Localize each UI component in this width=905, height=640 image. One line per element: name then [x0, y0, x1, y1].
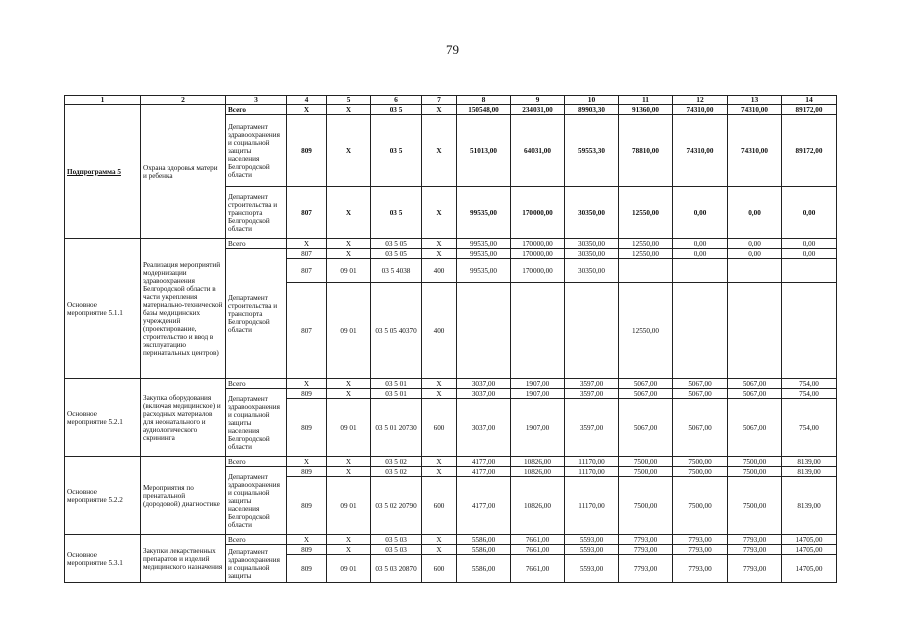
cell: 807	[287, 259, 327, 283]
cell: 12550,00	[619, 283, 673, 379]
header-cell: 13	[728, 96, 782, 105]
cell: 7793,00	[673, 535, 728, 545]
executor-cell: Департамент здравоохранения и социальной защиты населения Белгородской области	[226, 389, 287, 457]
cell: 03 5	[371, 115, 422, 187]
cell: 1907,00	[511, 399, 565, 457]
cell: 1907,00	[511, 389, 565, 399]
cell: 0,00	[673, 187, 728, 239]
cell: 3037,00	[457, 379, 511, 389]
cell: 754,00	[782, 389, 837, 399]
subprogram-title: Подпрограмма 5	[65, 105, 141, 239]
header-cell: 7	[422, 96, 457, 105]
measure-name: Закупка оборудования (включая медицинское) и расходных материалов для неонатального и аудиологического скрининга	[141, 379, 226, 457]
cell: 3037,00	[457, 399, 511, 457]
cell: 03 5 02	[371, 467, 422, 477]
cell: 7500,00	[619, 477, 673, 535]
header-cell: 9	[511, 96, 565, 105]
cell: 809	[287, 399, 327, 457]
cell: 03 5 02	[371, 457, 422, 467]
cell: 7500,00	[673, 467, 728, 477]
executor-cell: Департамент строительства и транспорта Белгородской области	[226, 187, 287, 239]
executor-cell: Департамент строительства и транспорта Белгородской области	[226, 249, 287, 379]
cell: 8139,00	[782, 457, 837, 467]
cell: 7500,00	[728, 477, 782, 535]
cell: 03 5 03	[371, 545, 422, 555]
cell: 03 5 01 20730	[371, 399, 422, 457]
cell: 64031,00	[511, 115, 565, 187]
table-row	[65, 535, 837, 545]
cell: 12550,00	[619, 239, 673, 249]
cell: 74310,00	[673, 115, 728, 187]
cell: 809	[287, 467, 327, 477]
cell	[782, 259, 837, 283]
cell: X	[287, 239, 327, 249]
cell: 170000,00	[511, 259, 565, 283]
cell: 03 5	[371, 187, 422, 239]
total-label: Всего	[226, 239, 287, 249]
cell: 03 5 02 20790	[371, 477, 422, 535]
cell: 809	[287, 389, 327, 399]
total-label: Всего	[226, 105, 287, 115]
cell	[511, 283, 565, 379]
header-cell: 4	[287, 96, 327, 105]
cell	[457, 283, 511, 379]
cell: 99535,00	[457, 187, 511, 239]
cell: 7500,00	[728, 457, 782, 467]
cell: X	[327, 545, 371, 555]
cell: 170000,00	[511, 187, 565, 239]
cell: 09 01	[327, 259, 371, 283]
cell: 3597,00	[565, 399, 619, 457]
total-label: Всего	[226, 379, 287, 389]
cell: 99535,00	[457, 259, 511, 283]
cell: 170000,00	[511, 239, 565, 249]
cell: 807	[287, 283, 327, 379]
cell: 7500,00	[673, 477, 728, 535]
cell	[673, 283, 728, 379]
cell: 0,00	[728, 187, 782, 239]
cell: 1907,00	[511, 379, 565, 389]
total-label: Всего	[226, 535, 287, 545]
table-row	[65, 379, 837, 389]
executor-cell: Департамент здравоохранения и социальной защиты населения Белгородской области	[226, 115, 287, 187]
cell: 14705,00	[782, 535, 837, 545]
table-row	[65, 239, 837, 249]
cell: 7793,00	[673, 555, 728, 583]
cell: X	[327, 535, 371, 545]
cell: 4177,00	[457, 477, 511, 535]
cell: 0,00	[728, 249, 782, 259]
cell: 74310,00	[673, 105, 728, 115]
measure-name: Закупки лекарственных препаратов и изделий медицинского назначения	[141, 535, 226, 583]
cell: 5586,00	[457, 535, 511, 545]
cell: 99535,00	[457, 239, 511, 249]
cell: 400	[422, 259, 457, 283]
cell	[565, 283, 619, 379]
cell: 03 5 4038	[371, 259, 422, 283]
cell: X	[327, 187, 371, 239]
executor-cell: Департамент здравоохранения и социальной защиты населения Белгородской области	[226, 467, 287, 535]
cell: 89172,00	[782, 115, 837, 187]
cell: 12550,00	[619, 249, 673, 259]
cell: 807	[287, 249, 327, 259]
cell: X	[327, 457, 371, 467]
cell: 5067,00	[619, 379, 673, 389]
cell: 11170,00	[565, 477, 619, 535]
cell: 12550,00	[619, 187, 673, 239]
cell: 7500,00	[619, 467, 673, 477]
cell: 7793,00	[728, 545, 782, 555]
measure-name: Реализация мероприятий модернизации здравоохранения Белгородской области в части укрепления материально-технической базы медицинских учреждений (проектирование, строительство и ввод в эксплуатацию перинатальных центров)	[141, 239, 226, 379]
cell: 3597,00	[565, 379, 619, 389]
cell: X	[422, 457, 457, 467]
header-cell: 8	[457, 96, 511, 105]
cell: 0,00	[782, 249, 837, 259]
measure-title: Основное мероприятие 5.2.2	[65, 457, 141, 535]
cell: X	[422, 105, 457, 115]
cell: 30350,00	[565, 187, 619, 239]
cell: 03 5 05	[371, 249, 422, 259]
cell: 600	[422, 477, 457, 535]
cell: 5067,00	[728, 379, 782, 389]
cell: 03 5 05 40370	[371, 283, 422, 379]
cell: 09 01	[327, 399, 371, 457]
measure-title: Основное мероприятие 5.1.1	[65, 239, 141, 379]
cell: X	[422, 467, 457, 477]
header-cell: 3	[226, 96, 287, 105]
cell: 09 01	[327, 477, 371, 535]
cell: X	[287, 379, 327, 389]
cell: 0,00	[782, 187, 837, 239]
header-cell: 14	[782, 96, 837, 105]
header-cell: 6	[371, 96, 422, 105]
cell: X	[327, 389, 371, 399]
cell: 5586,00	[457, 545, 511, 555]
cell: 5067,00	[619, 399, 673, 457]
cell: 400	[422, 283, 457, 379]
cell: 150548,00	[457, 105, 511, 115]
cell: 170000,00	[511, 249, 565, 259]
cell: 3037,00	[457, 389, 511, 399]
cell: 7500,00	[619, 457, 673, 467]
cell: X	[287, 457, 327, 467]
table-header-row	[65, 96, 837, 105]
cell: 8139,00	[782, 477, 837, 535]
cell: 09 01	[327, 555, 371, 583]
cell: 600	[422, 555, 457, 583]
cell: 5067,00	[673, 379, 728, 389]
cell: 91360,00	[619, 105, 673, 115]
cell: 0,00	[728, 239, 782, 249]
cell: 3597,00	[565, 389, 619, 399]
cell: X	[422, 239, 457, 249]
cell: 7793,00	[728, 535, 782, 545]
cell: X	[287, 535, 327, 545]
cell: 7500,00	[673, 457, 728, 467]
cell	[728, 259, 782, 283]
subprogram-name: Охрана здоровья матери и ребенка	[141, 105, 226, 239]
cell: 0,00	[673, 239, 728, 249]
table-row	[65, 457, 837, 467]
executor-cell: Департамент здравоохранения и социальной защиты	[226, 545, 287, 583]
cell: X	[422, 545, 457, 555]
cell: 809	[287, 115, 327, 187]
cell: 5067,00	[728, 389, 782, 399]
header-cell: 5	[327, 96, 371, 105]
cell: 5067,00	[673, 389, 728, 399]
cell: 7793,00	[619, 545, 673, 555]
cell: 4177,00	[457, 457, 511, 467]
cell: 59553,30	[565, 115, 619, 187]
cell: 7661,00	[511, 555, 565, 583]
cell: 234031,00	[511, 105, 565, 115]
cell: 5593,00	[565, 535, 619, 545]
cell: 5067,00	[728, 399, 782, 457]
cell: X	[327, 105, 371, 115]
cell: 30350,00	[565, 259, 619, 283]
cell: X	[327, 467, 371, 477]
cell	[673, 259, 728, 283]
cell: 5593,00	[565, 545, 619, 555]
cell: 5067,00	[619, 389, 673, 399]
page-number: 79	[446, 42, 459, 57]
cell: 10826,00	[511, 467, 565, 477]
cell: 7661,00	[511, 545, 565, 555]
cell: 03 5	[371, 105, 422, 115]
cell: 74310,00	[728, 105, 782, 115]
cell	[728, 283, 782, 379]
cell: 14705,00	[782, 555, 837, 583]
cell: X	[327, 239, 371, 249]
cell: 0,00	[673, 249, 728, 259]
cell: 8139,00	[782, 467, 837, 477]
cell: 809	[287, 555, 327, 583]
cell: 7500,00	[728, 467, 782, 477]
header-cell: 1	[65, 96, 141, 105]
cell: 78810,00	[619, 115, 673, 187]
cell: 30350,00	[565, 249, 619, 259]
cell: 807	[287, 187, 327, 239]
header-cell: 12	[673, 96, 728, 105]
cell: X	[422, 535, 457, 545]
budget-table	[64, 95, 837, 583]
cell: X	[287, 105, 327, 115]
cell: 09 01	[327, 283, 371, 379]
cell: X	[422, 249, 457, 259]
cell: 5593,00	[565, 555, 619, 583]
cell: 10826,00	[511, 457, 565, 467]
measure-title: Основное мероприятие 5.2.1	[65, 379, 141, 457]
cell: 03 5 01	[371, 389, 422, 399]
cell: 7793,00	[619, 555, 673, 583]
cell: X	[422, 389, 457, 399]
header-cell: 10	[565, 96, 619, 105]
cell: 99535,00	[457, 249, 511, 259]
cell: X	[422, 115, 457, 187]
cell: 7661,00	[511, 535, 565, 545]
cell: 5067,00	[673, 399, 728, 457]
cell: 7793,00	[619, 535, 673, 545]
table-row	[65, 105, 837, 115]
cell: 600	[422, 399, 457, 457]
cell: 5586,00	[457, 555, 511, 583]
measure-title: Основное мероприятие 5.3.1	[65, 535, 141, 583]
cell: X	[327, 379, 371, 389]
cell: 11170,00	[565, 467, 619, 477]
cell	[619, 259, 673, 283]
cell	[782, 283, 837, 379]
cell: 809	[287, 545, 327, 555]
cell: 809	[287, 477, 327, 535]
total-label: Всего	[226, 457, 287, 467]
cell: 89903,30	[565, 105, 619, 115]
cell: X	[422, 379, 457, 389]
cell: 10826,00	[511, 477, 565, 535]
cell: 754,00	[782, 379, 837, 389]
cell: 0,00	[782, 239, 837, 249]
cell: 11170,00	[565, 457, 619, 467]
cell: 51013,00	[457, 115, 511, 187]
cell: 03 5 03 20870	[371, 555, 422, 583]
cell: 14705,00	[782, 545, 837, 555]
cell: 754,00	[782, 399, 837, 457]
cell: X	[327, 115, 371, 187]
header-cell: 11	[619, 96, 673, 105]
cell: 03 5 05	[371, 239, 422, 249]
cell: X	[327, 249, 371, 259]
cell: 89172,00	[782, 105, 837, 115]
cell: X	[422, 187, 457, 239]
measure-name: Мероприятия по пренатальной (дородовой) диагностике	[141, 457, 226, 535]
cell: 7793,00	[728, 555, 782, 583]
cell: 30350,00	[565, 239, 619, 249]
header-cell: 2	[141, 96, 226, 105]
cell: 4177,00	[457, 467, 511, 477]
cell: 74310,00	[728, 115, 782, 187]
cell: 03 5 03	[371, 535, 422, 545]
cell: 7793,00	[673, 545, 728, 555]
cell: 03 5 01	[371, 379, 422, 389]
